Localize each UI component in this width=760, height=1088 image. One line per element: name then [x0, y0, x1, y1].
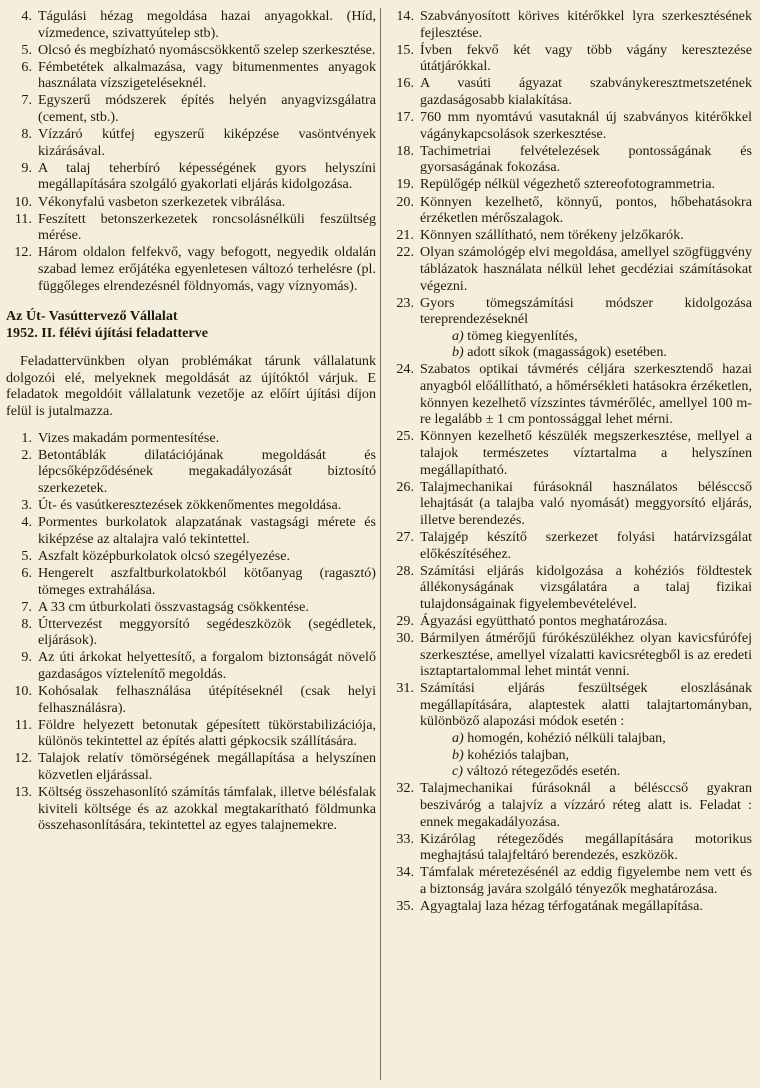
list-item	[388, 244, 752, 294]
item-text	[38, 211, 376, 244]
item-main-text: Szabványosított körives kitérőkkel lyra szerkesztésének fejlesztése.	[420, 8, 752, 41]
item-main-text: Számítási eljárás kidolgozása a kohéziós földtestek állékonyságának vizsgálatára a talaj fizikai tulajdonságainak figyelembevételével.	[420, 562, 752, 612]
item-text	[38, 244, 376, 294]
item-main-text: Ívben fekvő két vagy több vágány keresztezése útátjárókkal.	[420, 41, 752, 75]
list-item	[6, 447, 376, 497]
item-main-text: Repülőgép nélkül végezhető sztereofotogrammetria.	[420, 176, 716, 193]
item-number: 17.	[396, 109, 414, 126]
item-main-text: Olyan számológép elvi megoldása, amellyel szögfüggvény táblázatok használata nélkül lehet gecdéziai számításokat végezni.	[420, 244, 752, 294]
item-main-text: Kohósalak felhasználása útépítéseknél (csak helyi felhasználásra).	[38, 683, 376, 716]
item-text	[38, 717, 376, 750]
item-number: 8.	[21, 615, 32, 632]
item-text	[38, 784, 376, 834]
item-text	[420, 42, 752, 75]
item-text	[38, 92, 376, 125]
item-main-text: Vizes makadám pormentesítése.	[38, 429, 220, 446]
list-item	[388, 75, 752, 108]
item-number: 29.	[396, 612, 414, 629]
item-number: 32.	[396, 780, 414, 797]
task-list-continued	[388, 8, 752, 915]
item-main-text: A vasúti ágyazat szabványkeresztmetszetének gazdaságosabb kialakítása.	[420, 75, 752, 108]
item-text	[38, 649, 376, 682]
sub-item-letter: c)	[452, 763, 463, 780]
list-item	[388, 479, 752, 529]
column-divider	[380, 8, 381, 1080]
item-main-text: Könnyen szállítható, nem törékeny jelzőkarók.	[420, 227, 684, 244]
item-text	[38, 194, 376, 211]
item-number: 5.	[21, 547, 32, 564]
task-list	[6, 430, 376, 834]
item-number: 15.	[396, 41, 414, 58]
list-item	[388, 613, 752, 630]
sub-item-text: kohéziós talajban,	[467, 746, 570, 763]
item-text	[420, 898, 752, 915]
item-number: 24.	[396, 361, 414, 378]
item-number: 8.	[21, 126, 32, 143]
item-number: 13.	[14, 784, 32, 801]
item-number: 16.	[396, 75, 414, 92]
item-main-text: Talajok relatív tömörségének megállapítása a helyszínen közvetlen eljárással.	[38, 750, 376, 784]
item-main-text: Vékonyfalú vasbeton szerkezetek vibrálása.	[38, 193, 286, 210]
list-item	[6, 160, 376, 193]
item-number: 21.	[396, 227, 414, 244]
list-item	[388, 898, 752, 915]
item-main-text: Ágyazási együttható pontos meghatározása.	[420, 612, 668, 629]
item-main-text: Gyors tömegszámítási módszer kidolgozása tereprendezéseknél	[420, 294, 752, 328]
list-item	[6, 244, 376, 294]
list-item	[6, 42, 376, 59]
item-number: 7.	[21, 598, 32, 615]
sub-item-letter: a)	[452, 327, 464, 344]
item-text	[38, 514, 376, 547]
sub-item-letter: b)	[452, 344, 464, 361]
item-text	[420, 780, 752, 830]
item-main-text: Az úti árkokat helyettesítő, a forgalom biztonságát növelő gazdaságos víztelenítő megoldás.	[38, 649, 376, 682]
item-text	[420, 613, 752, 630]
item-text	[38, 160, 376, 193]
item-text	[420, 831, 752, 864]
list-continued	[6, 8, 376, 294]
item-main-text: Vízzáró kútfej egyszerű kiképzése vasöntvények kizárásával.	[38, 126, 376, 159]
item-number: 9.	[21, 159, 32, 176]
item-number: 12.	[14, 244, 32, 261]
item-number: 12.	[14, 750, 32, 767]
item-main-text: Talajgép készítő szerkezet folyási határvizsgálat előkészítéséhez.	[420, 528, 752, 562]
item-number: 18.	[396, 142, 414, 159]
item-number: 22.	[396, 244, 414, 261]
item-number: 19.	[396, 176, 414, 193]
item-number: 5.	[21, 41, 32, 58]
list-item	[388, 194, 752, 227]
list-item	[388, 780, 752, 830]
item-main-text: A 33 cm útburkolati összvastagság csökkentése.	[38, 598, 309, 615]
item-text	[420, 176, 752, 193]
item-number: 9.	[21, 649, 32, 666]
item-number: 26.	[396, 478, 414, 495]
item-main-text: A talaj teherbíró képességének gyors helyszíni megállapítására szolgáló gyakorlati eljárás kidolgozása.	[38, 159, 376, 193]
item-main-text: Három oldalon felfekvő, vagy befogott, negyedik oldalán szabad lemez erőjátéka egyenletesen változó terhelésre (pl. függőleges elrendezésnél földnyomás, vagy víznyomás).	[38, 244, 376, 294]
item-text	[420, 864, 752, 897]
item-number: 27.	[396, 528, 414, 545]
item-main-text: Olcsó és megbízható nyomáscsökkentő szelep szerkesztése.	[38, 41, 376, 58]
item-number: 31.	[396, 680, 414, 697]
item-text	[38, 683, 376, 716]
item-main-text: 760 mm nyomtávú vasutaknál új szabványos kitérőkkel vágánykapcsolások szerkesztése.	[420, 109, 752, 142]
item-main-text: Agyagtalaj laza hézag térfogatának megállapítása.	[420, 897, 703, 914]
list-item	[388, 563, 752, 613]
item-main-text: Út- és vasútkeresztezések zökkenőmentes megoldása.	[38, 497, 342, 514]
item-text	[38, 750, 376, 783]
company-heading: Az Út- Vasúttervező Vállalat	[6, 308, 178, 325]
item-text	[420, 194, 752, 227]
item-number: 35.	[396, 897, 414, 914]
item-number: 3.	[21, 497, 32, 514]
item-text	[420, 244, 752, 294]
item-number: 33.	[396, 830, 414, 847]
list-item	[6, 565, 376, 598]
item-main-text: Bármilyen átmérőjű fúrókészülékhez olyan kavicsfúrófej szerkesztése, amellyel vízalatti kavicsrétegből is az eredeti isztaptartalommal lehet mintát venni.	[420, 629, 752, 680]
item-text	[420, 109, 752, 142]
sub-item-letter: a)	[452, 730, 464, 747]
item-number: 10.	[14, 193, 32, 210]
item-main-text: Fémbetétek alkalmazása, vagy bitumenmentes anyagok használata vízszigeteléseknél.	[38, 58, 376, 92]
item-number: 23.	[396, 294, 414, 311]
item-number: 11.	[14, 210, 32, 227]
sub-item-text: homogén, kohézió nélküli talajban,	[467, 730, 666, 747]
item-text	[420, 8, 752, 41]
sub-item	[420, 747, 752, 764]
item-main-text: Úttervezést meggyorsító segédeszközök (segédletek, eljárások).	[38, 615, 376, 649]
item-text	[420, 428, 752, 478]
list-item	[6, 599, 376, 616]
list-item	[6, 126, 376, 159]
item-text	[420, 295, 752, 361]
item-number: 20.	[396, 193, 414, 210]
item-text	[38, 599, 376, 616]
item-text	[38, 497, 376, 514]
item-text	[38, 42, 376, 59]
item-number: 11.	[14, 716, 32, 733]
list-item	[388, 42, 752, 75]
plan-heading: 1952. II. félévi újítási feladatterve	[6, 324, 208, 341]
item-text	[38, 430, 376, 447]
list-item	[388, 109, 752, 142]
item-main-text: Költség összehasonlító számítás támfalak, illetve bélésfalak kiviteli költsége és az azokkal megtakarítható földmunka összehasonlítására, tekintettel az egyes talajnemekre.	[38, 784, 376, 834]
item-text	[420, 529, 752, 562]
list-item	[6, 211, 376, 244]
item-number: 28.	[396, 562, 414, 579]
item-main-text: Egyszerű módszerek építés helyén anyagvizsgálatra (cement, stb.).	[38, 92, 376, 126]
item-text	[38, 59, 376, 92]
list-item	[6, 497, 376, 514]
sub-item-text: adott síkok (magasságok) esetében.	[467, 344, 667, 361]
item-text	[38, 8, 376, 41]
list-item	[388, 176, 752, 193]
item-number: 30.	[396, 629, 414, 646]
list-item	[6, 750, 376, 783]
list-item	[6, 683, 376, 716]
item-number: 4.	[21, 514, 32, 531]
item-text	[38, 565, 376, 598]
item-main-text: Könnyen kezelhető, könnyű, pontos, hőbehatásokra érzéketlen mérőszalagok.	[420, 193, 752, 227]
list-item	[388, 295, 752, 361]
item-main-text: Pormentes burkolatok alapzatának vastagsági mérete és kiképzése az altalajra való tekintettel.	[38, 514, 376, 547]
item-main-text: Tachimetriai felvételezések pontosságának és gyorsaságának fokozása.	[420, 142, 752, 176]
item-main-text: Betontáblák dilatációjának megoldását és lépcsőképződésének megakadályozását biztosító szerkezetek.	[38, 446, 376, 496]
item-main-text: Feszített betonszerkezetek roncsolásnélküli feszültség mérése.	[38, 210, 376, 244]
item-main-text: Számítási eljárás feszültségek eloszlásának megállapítására, alaptestek alatti talajtartományban, különböző alapozási módok esetén :	[420, 680, 752, 730]
item-number: 4.	[21, 8, 32, 24]
list-item	[388, 864, 752, 897]
item-main-text: Aszfalt középburkolatok olcsó szegélyezése.	[38, 547, 291, 564]
list-item	[388, 361, 752, 427]
sub-item	[420, 344, 752, 361]
list-item	[6, 649, 376, 682]
list-item	[388, 8, 752, 41]
item-number: 1.	[21, 429, 32, 446]
list-item	[6, 59, 376, 92]
item-text	[420, 630, 752, 680]
sub-item-text: változó rétegeződés esetén.	[466, 763, 621, 780]
item-number: 25.	[396, 428, 414, 445]
item-main-text: Könnyen kezelhető készülék megszerkesztése, mellyel a talajok természetes víztartalma a helyszínen megállapítható.	[420, 428, 752, 478]
sub-item	[420, 730, 752, 747]
item-main-text: Támfalak méretezésénél az eddig figyelembe nem vett és a biztonság javára szolgáló tényezők meghatározása.	[420, 864, 752, 897]
item-main-text: Hengerelt aszfaltburkolatokból kötőanyag (ragasztó) tömeges extrahálása.	[38, 564, 376, 598]
item-text	[38, 447, 376, 497]
item-text	[420, 227, 752, 244]
item-number: 7.	[21, 92, 32, 109]
list-item	[6, 430, 376, 447]
intro-paragraph: Feladattervünkben olyan problémákat tárunk vállalatunk dolgozói elé, melyeknek megoldását az újítóktól várjuk. E feladatok megoldóit vállalatunk vezetője az előírt újítási díjon felül is jutalmazza.	[6, 353, 376, 420]
item-main-text: Tágulási hézag megoldása hazai anyagokkal. (Híd, vízmedence, szivattyútelep stb).	[38, 8, 376, 41]
sub-item-letter: b)	[452, 746, 464, 763]
item-text	[420, 361, 752, 427]
list-item	[6, 8, 376, 41]
item-main-text: Szabatos optikai távmérés céljára szerkesztendő hazai anyagból előállítható, a hőmérsékleti hatásokra érzéketlen, könnyen kezelhető vízszintes távmérőléc, amellyel 100 m-re legalább ± 1 cm pontossággal lehet mérni.	[420, 361, 752, 428]
item-text	[420, 75, 752, 108]
item-text	[420, 479, 752, 529]
item-text	[38, 548, 376, 565]
list-item	[388, 227, 752, 244]
item-text	[420, 143, 752, 176]
list-item	[388, 680, 752, 780]
item-number: 10.	[14, 683, 32, 700]
item-number: 14.	[396, 8, 414, 24]
list-item	[388, 143, 752, 176]
item-main-text: Talajmechanikai fúrásoknál használatos bélésccső lehajtását (a talajba való nyomását) meggyorsító eljárás, illetve berendezés.	[420, 478, 752, 528]
list-item	[388, 529, 752, 562]
list-item	[388, 831, 752, 864]
item-number: 2.	[21, 446, 32, 463]
item-text	[420, 563, 752, 613]
item-main-text: Földre helyezett betonutak gépesített tükörstabilizációja, különös tekintettel az építés alatti gépkocsik szállítására.	[38, 716, 376, 750]
right-column	[388, 8, 752, 915]
item-main-text: Talajmechanikai fúrásoknál a bélésccső gyakran besziváróg a talajvíz a vízzáró réteg alatt is. Feladat : ennek megakadályozása.	[420, 780, 752, 830]
sub-item	[420, 763, 752, 780]
list-item	[6, 717, 376, 750]
item-text	[38, 126, 376, 159]
list-item	[6, 92, 376, 125]
item-number: 6.	[21, 58, 32, 75]
sub-item	[420, 328, 752, 345]
list-item	[6, 548, 376, 565]
list-item	[6, 514, 376, 547]
left-column	[6, 8, 376, 834]
item-main-text: Kizárólag rétegeződés megállapítására motorikus meghajtású talajfeltáró berendezés, eszközök.	[420, 830, 752, 864]
sub-item-text: tömeg kiegyenlítés,	[467, 327, 578, 344]
item-text	[420, 680, 752, 780]
list-item	[388, 630, 752, 680]
list-item	[388, 428, 752, 478]
item-number: 34.	[396, 864, 414, 881]
item-number: 6.	[21, 564, 32, 581]
list-item	[6, 616, 376, 649]
item-text	[38, 616, 376, 649]
list-item	[6, 784, 376, 834]
list-item	[6, 194, 376, 211]
